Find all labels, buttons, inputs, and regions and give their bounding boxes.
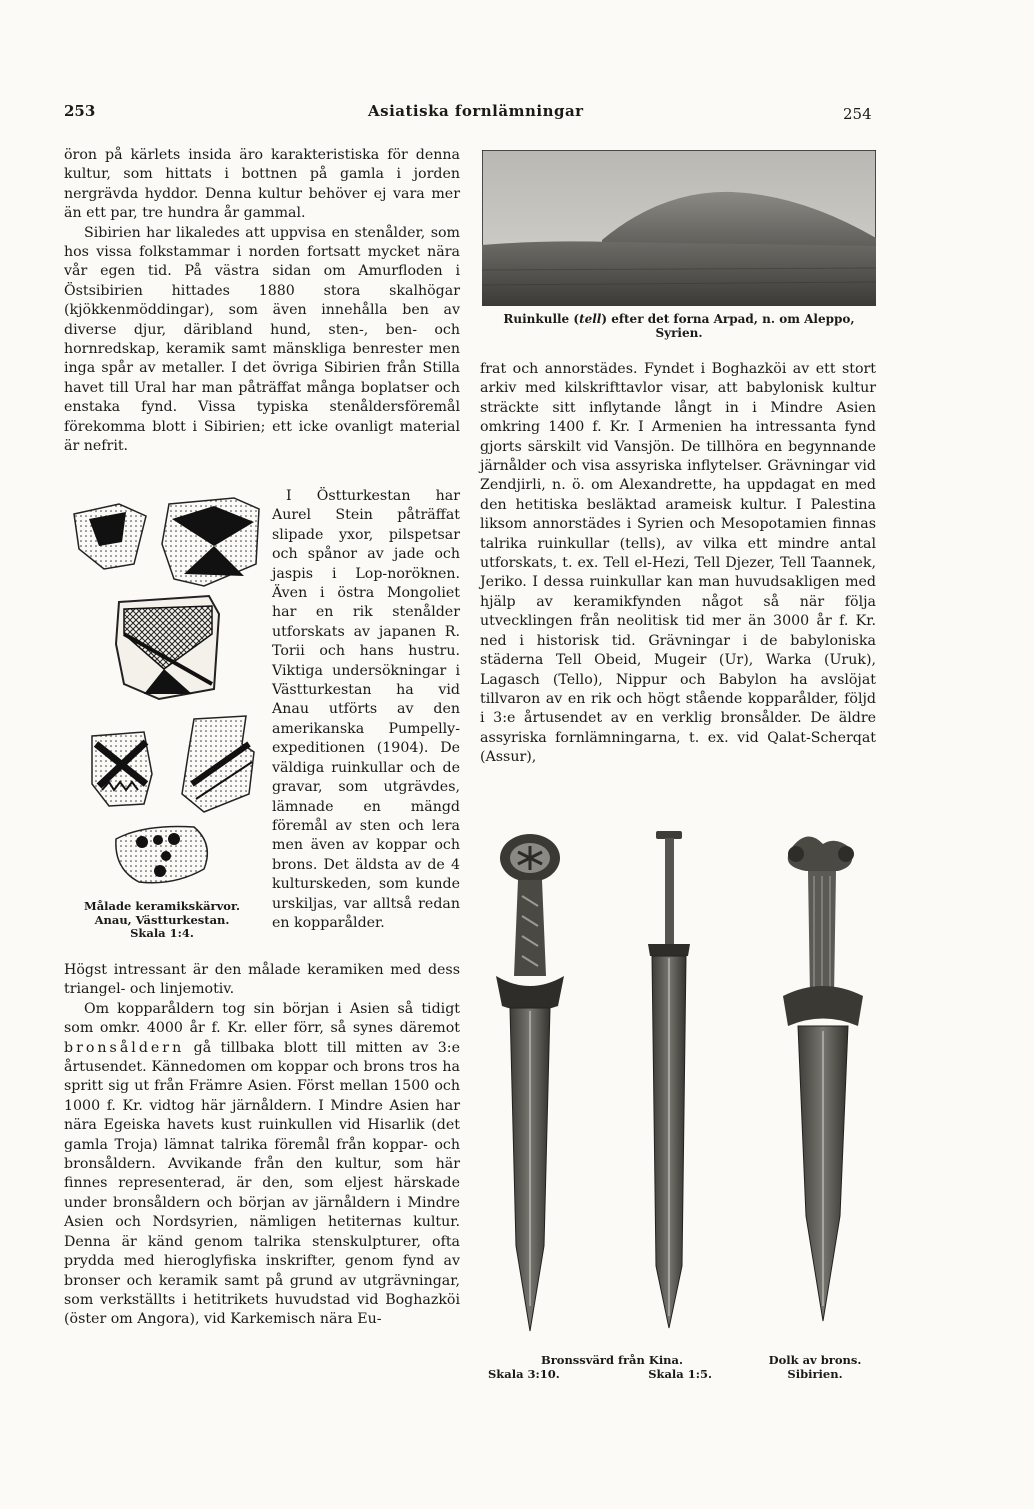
page-number-left: 253 xyxy=(64,102,96,120)
pottery-caption-line-2: Anau, Västturkestan. xyxy=(94,912,230,927)
sword-scale-1: Skala 3:10. xyxy=(488,1366,560,1381)
shard-4 xyxy=(92,732,152,806)
shard-2 xyxy=(162,498,259,586)
pottery-caption-line-1: Målade keramikskärvor. xyxy=(84,899,240,913)
bronze-age-spaced-word: bronsåldern xyxy=(64,1039,185,1056)
copper-age-text-a: Om kopparåldern tog sin början i Asien så tidigt som omkr. 4000 år f. Kr. eller förr, så synes däremot xyxy=(64,1000,460,1037)
photo-caption-text-a: Ruinkulle ( xyxy=(503,312,580,326)
shard-5 xyxy=(182,716,254,812)
right-column xyxy=(480,360,876,768)
shard-6 xyxy=(116,827,207,883)
running-title: Asiatiska fornlämningar xyxy=(368,102,584,120)
bronze-swords-figure xyxy=(478,826,878,1351)
paragraph-huts: öron på kärlets insida äro karakteristiska för denna kultur, som hittats i bottnen på gamla i jorden nergrävda hyddor. Denna kultur behöver ej vara mer än ett par, tre hundra år gammal. xyxy=(64,147,460,222)
left-column-bottom xyxy=(64,961,460,1330)
ruin-hill-photo xyxy=(482,150,876,306)
sword-caption-a-line-1: Bronssvärd från Kina. xyxy=(541,1353,683,1367)
paragraph-east-turkestan: I Östturkestan har Aurel Stein påträffat slipade yxor, pilspetsar och spånor av jade och jaspis i Lop-noröknen. Även i östra Mongoliet har en rik stenålder utforskats av japanen R. Torii och hans hustru. Viktiga undersökningar i Västturkestan ha vid Anau utförts av den amerikanska Pumpelly-expeditionen (1904). De väldiga ruinkullar och de gravar, som utgrävdes, lämnade en mängd föremål av sten och lera men även av koppar och brons. Det äldsta av de 4 kulturskeden, som kunde urskiljas, var alltså redan en kopparålder. xyxy=(272,488,460,931)
sword-caption-b-line-1: Dolk av brons. xyxy=(768,1353,862,1367)
sword-caption-a xyxy=(482,1354,722,1381)
sword-caption-a-line-2 xyxy=(482,1368,722,1382)
photo-caption-text-b: ) efter det forna Arpad, n. om Aleppo, Syrien. xyxy=(601,312,855,340)
sword-scale-2: Skala 1:5. xyxy=(648,1366,712,1381)
left-column-top xyxy=(64,146,460,457)
sword-3 xyxy=(783,836,863,1321)
sword-caption-b-line-2: Sibirien. xyxy=(787,1366,843,1381)
copper-age-text-b: gå tillbaka blott till mitten av 3:e årtusendet. Kännedomen om koppar och brons tros ha spritt sig ut från Främre Asien. Först mellan 1500 och 1000 f. Kr. vidtog här järnåldern. I Mindre Asien har nära Egeiska havets kust ruinkullen vid Hisarlik (det gamla Troja) lämnat talrika föremål från koppar- och bronsåldern. Avvikande från den kultur, som här finnes representerad, är den, som eljest härskade under bronsåldern och början av järnåldern i Mindre Asien och Nordsyrien, nämligen hetiternas kultur. Denna är känd genom talrika stenskulpturer, ofta prydda med hieroglyfiska inskrifter, genom fynd av bronser och keramik samt på grund av utgrävningar, som verkställts i hetitrikets huvudstad vid Boghazköi (öster om Angora), vid Karkemisch nära Eu- xyxy=(64,1039,460,1328)
pottery-caption xyxy=(62,900,262,941)
photo-caption xyxy=(482,313,876,340)
photo-caption-italic: tell xyxy=(579,312,602,326)
shard-3 xyxy=(116,596,219,699)
sword-2 xyxy=(648,831,690,1328)
sword-1 xyxy=(496,834,564,1331)
page-number-right: 254 xyxy=(843,105,872,123)
paragraph-boghazkoi: frat och annorstädes. Fyndet i Boghazköi av ett stort arkiv med kilskrifttavlor visar, att babylonisk kultur sträckte sitt inflytande långt in i Mindre Asien omkring 1400 f. Kr. I Armenien ha intressanta fynd gjorts särskilt vid Vansjön. De tillhöra en begynnande järnålder och visa assyriska inflytelser. Grävningar vid Zendjirli, n. ö. om Alexandrette, ha uppdagat en med den hetitiska besläktad arameisk kultur. I Palestina liksom annorstädes i Syrien och Mesopotamien finnas talrika ruinkullar (tells), av vilka ett mindre antal utforskats, t. ex. Tell el-Hezi, Tell Djezer, Tell Taannek, Jeriko. I dessa ruinkullar kan man huvudsakligen med hjälp av keramikfynden något så när följa utvecklingen från neolitisk tid mer än 3000 år f. Kr. ned i historisk tid. Grävningar i de babyloniska städerna Tell Obeid, Mugeir (Ur), Warka (Uruk), Lagasch (Tello), Nippur och Babylon ha avslöjat tillvaron av en rik och högt stående kopparålder, följd i 3:e årtusendet av en verklig bronsålder. De äldre assyriska fornlämningarna, t. ex. vid Qalat-Scherqat (Assur), xyxy=(480,361,876,766)
paragraph-copper-age xyxy=(64,1000,460,1330)
pottery-caption-line-3: Skala 1:4. xyxy=(130,926,194,940)
narrow-column-text xyxy=(272,487,460,933)
paragraph-painted-ceramics: Högst intressant är den målade keramiken med dess triangel- och linjemotiv. xyxy=(64,962,460,998)
shard-1 xyxy=(74,504,146,569)
pottery-shards-figure xyxy=(64,494,264,894)
sword-caption-b xyxy=(750,1354,880,1381)
paragraph-siberia: Sibirien har likaledes att uppvisa en stenålder, som hos vissa folkstammar i norden fortsatt mycket nära vår egen tid. På västra sidan om Amurfloden i Östsibirien hittades 1880 stora skalhögar (kjökkenmöddingar), som även innehålla ben av diverse djur, däribland hund, sten-, ben- och hornredskap, keramik samt mänskliga benrester men inga spår av metaller. I det övriga Sibirien från Stilla havet till Ural har man påträffat många boplatser och enstaka fynd. Vissa typiska stenåldersföremål förekomma blott i Sibirien; ett icke ovanligt material är nefrit. xyxy=(64,224,460,455)
